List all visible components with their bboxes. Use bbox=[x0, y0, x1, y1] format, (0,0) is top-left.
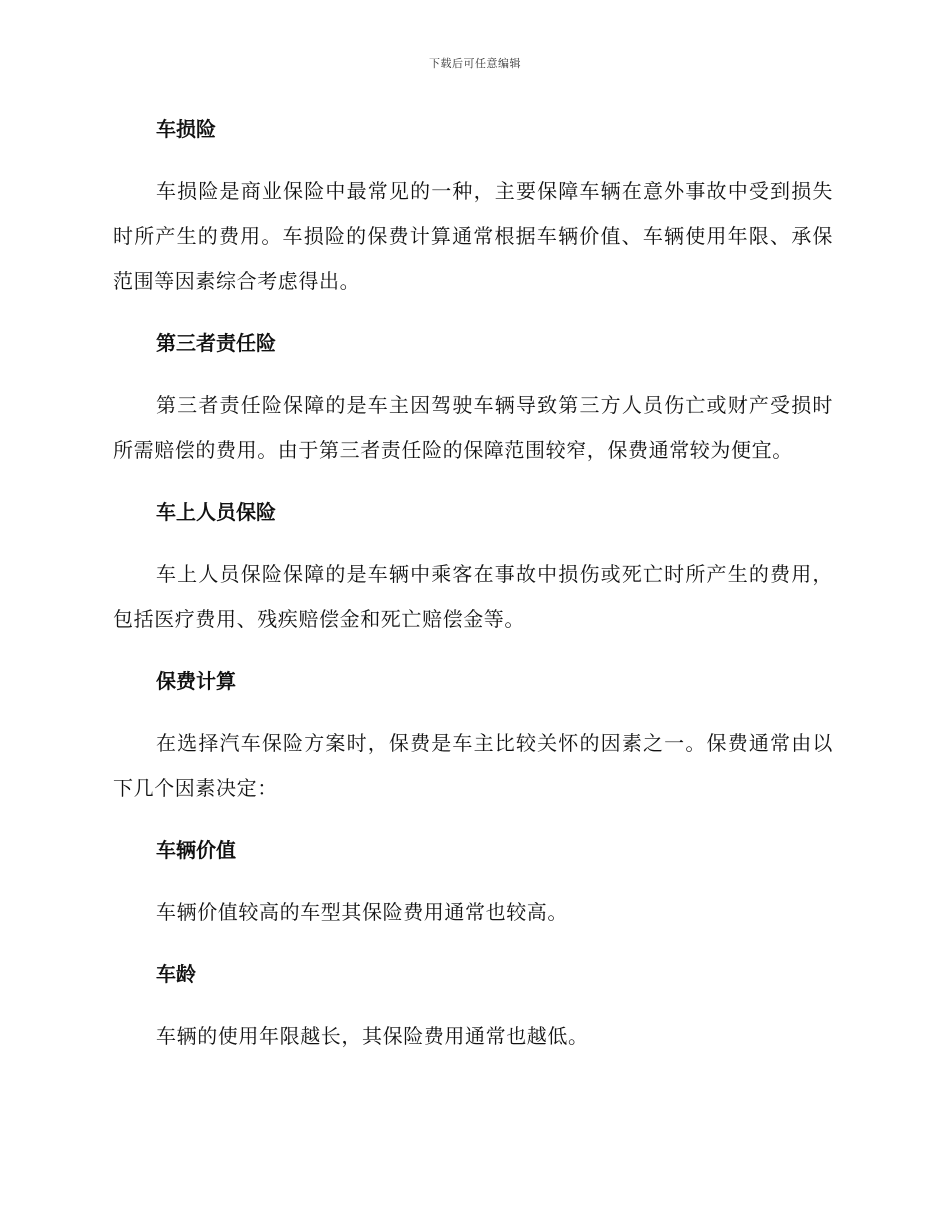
section-body-vehicle-age: 车辆的使用年限越长，其保险费用通常也越低。 bbox=[156, 1024, 589, 1048]
section-body-vehicle-value: 车辆价值较高的车型其保险费用通常也较高。 bbox=[156, 900, 568, 924]
section-body-premium-calc: 在选择汽车保险方案时，保费是车主比较关怀的因素之一。保费通常由以下几个因素决定： bbox=[113, 731, 833, 800]
section-heading-vehicle-value: 车辆价值 bbox=[156, 838, 236, 862]
section-heading-vehicle-damage: 车损险 bbox=[156, 117, 216, 141]
section-heading-third-party: 第三者责任险 bbox=[156, 331, 276, 355]
section-body-vehicle-damage: 车损险是商业保险中最常见的一种，主要保障车辆在意外事故中受到损失时所产生的费用。车损险的保费计算通常根据车辆价值、车辆使用年限、承保范围等因素综合考虑得出。 bbox=[113, 179, 833, 293]
section-heading-passenger: 车上人员保险 bbox=[156, 500, 276, 524]
section-body-passenger: 车上人员保险保障的是车辆中乘客在事故中损伤或死亡时所产生的费用，包括医疗费用、残疾赔偿金和死亡赔偿金等。 bbox=[113, 562, 833, 631]
page-header-note: 下载后可任意编辑 bbox=[429, 57, 521, 70]
section-heading-vehicle-age: 车龄 bbox=[156, 962, 196, 986]
section-heading-premium-calc: 保费计算 bbox=[156, 669, 236, 693]
section-body-third-party: 第三者责任险保障的是车主因驾驶车辆导致第三方人员伤亡或财产受损时所需赔偿的费用。由于第三者责任险的保障范围较窄，保费通常较为便宜。 bbox=[113, 393, 833, 462]
document-body bbox=[113, 112, 833, 1059]
